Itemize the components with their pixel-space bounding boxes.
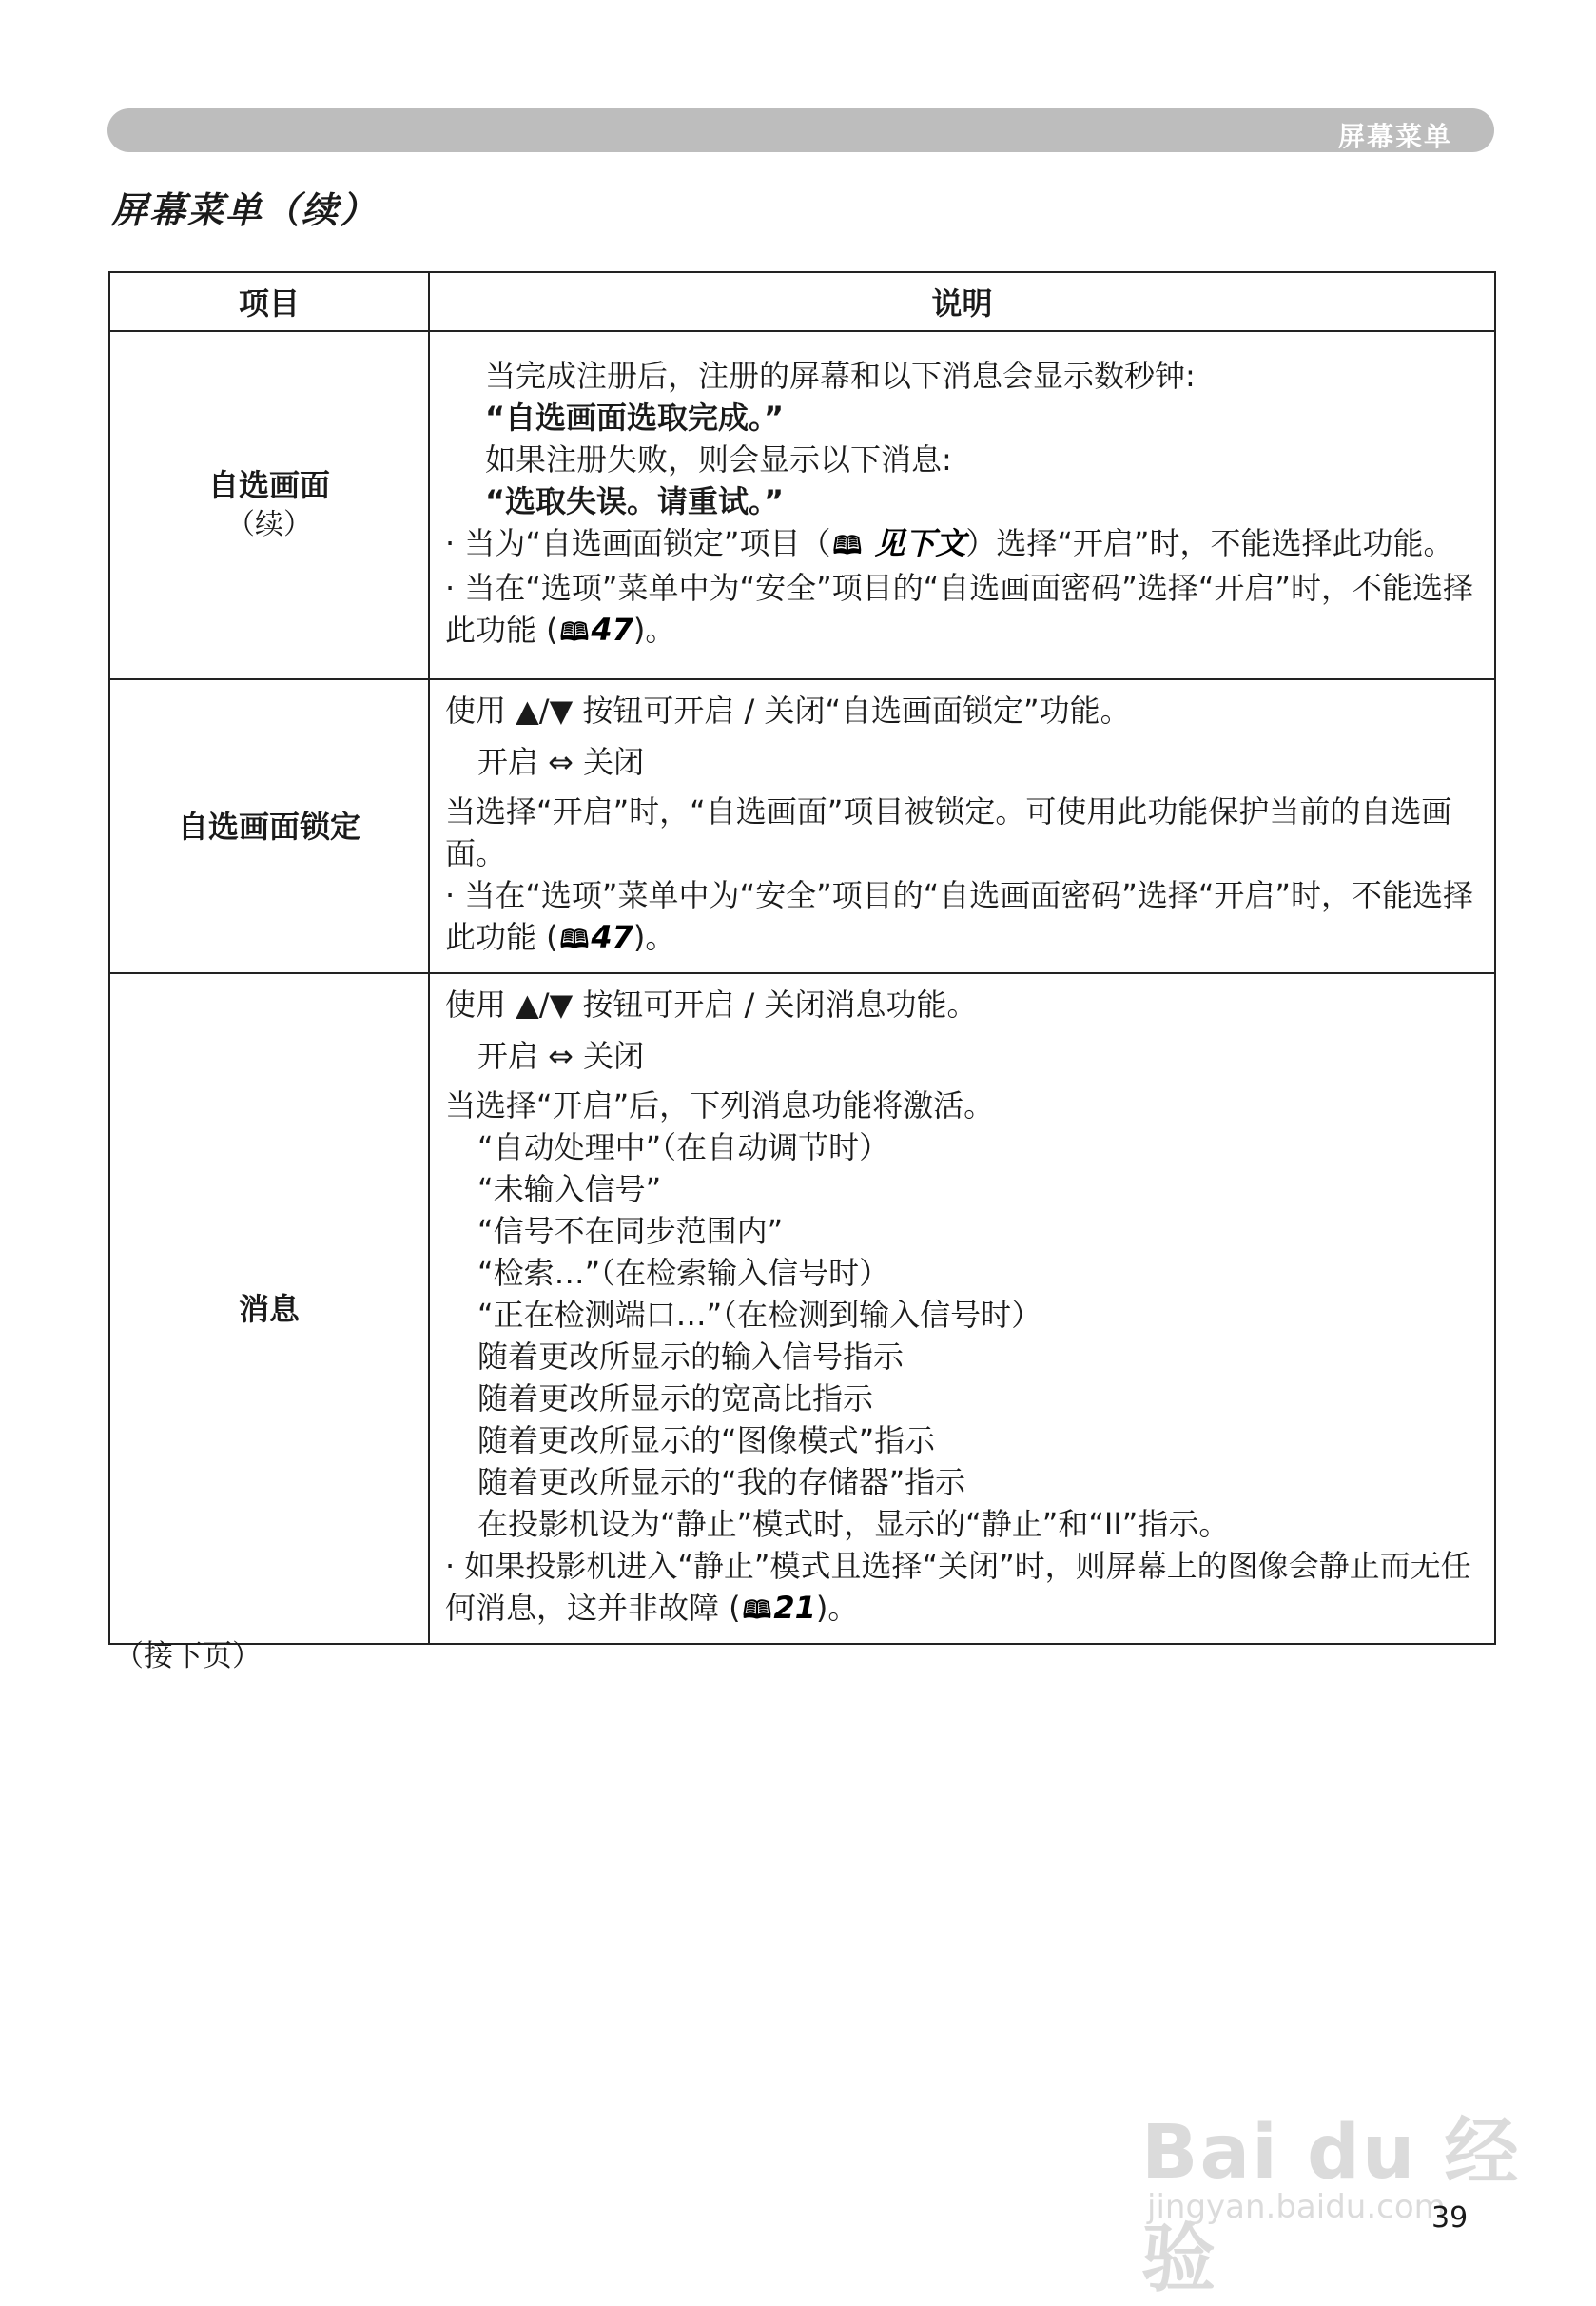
message-list-item: “正在检测端口…”（在检测到输入信号时） xyxy=(477,1297,1042,1333)
reference-page: 21 xyxy=(773,1590,816,1626)
column-header-description: 说明 xyxy=(429,272,1495,331)
note-text: )。 xyxy=(633,919,676,955)
note-line xyxy=(445,567,1479,654)
reference-page: 47 xyxy=(591,919,633,955)
note-line xyxy=(445,1545,1479,1632)
note-text: )。 xyxy=(633,612,676,648)
description-cell xyxy=(429,331,1495,679)
item-subtitle: （续） xyxy=(226,508,312,541)
description-line: 如果注册失败，则会显示以下消息: xyxy=(485,441,952,478)
book-icon: 🕮 xyxy=(559,618,590,647)
note-line xyxy=(445,522,1479,567)
item-name: 自选画面锁定 xyxy=(177,808,360,845)
message-list-item: “未输入信号” xyxy=(477,1171,662,1207)
section-label: 屏幕菜单 xyxy=(1337,121,1452,152)
table-row xyxy=(109,679,1495,973)
note-line xyxy=(445,874,1479,961)
table-row xyxy=(109,331,1495,679)
description-cell xyxy=(429,973,1495,1644)
page-title: 屏幕菜单（续） xyxy=(111,189,379,231)
book-icon: 🕮 xyxy=(832,532,863,560)
reference-text: 见下文 xyxy=(874,525,966,561)
column-header-item: 项目 xyxy=(109,272,429,331)
description-line: 当选择“开启”后，下列消息功能将激活。 xyxy=(445,1087,995,1124)
item-cell xyxy=(109,679,429,973)
message-text: “自选画面选取完成。” xyxy=(485,400,785,436)
menu-table xyxy=(108,271,1496,1645)
continued-note: （接下页） xyxy=(114,1639,262,1673)
note-text: )。 xyxy=(815,1590,859,1626)
toggle-options: 开启 ⇔ 关闭 xyxy=(477,744,645,780)
description-line: 当完成注册后，注册的屏幕和以下消息会显示数秒钟: xyxy=(485,358,1196,394)
item-name: 自选画面 xyxy=(207,467,330,503)
item-cell xyxy=(109,331,429,679)
reference-page: 47 xyxy=(591,612,633,648)
header-bar xyxy=(107,108,1494,152)
page-reference[interactable] xyxy=(558,919,633,955)
item-cell xyxy=(109,973,429,1644)
description-cell xyxy=(429,679,1495,973)
message-list-item: 随着更改所显示的“我的存储器”指示 xyxy=(477,1464,966,1500)
message-list-item: “检索…”（在检索输入信号时） xyxy=(477,1255,890,1291)
note-text: · 当在“选项”菜单中为“安全”项目的“自选画面密码”选择“开启”时，不能选择此功能 ( xyxy=(445,877,1473,955)
watermark-url: jingyan.baidu.com xyxy=(1147,2188,1446,2226)
message-list-item: “自动处理中”（在自动调节时） xyxy=(477,1129,890,1165)
note-text: · 当在“选项”菜单中为“安全”项目的“自选画面密码”选择“开启”时，不能选择此功能 ( xyxy=(445,570,1473,648)
table-header-row xyxy=(109,272,1495,331)
book-icon: 🕮 xyxy=(559,926,590,954)
message-list-item: 在投影机设为“静止”模式时，显示的“静止”和“II”指示。 xyxy=(477,1506,1230,1542)
message-list-item: 随着更改所显示的宽高比指示 xyxy=(477,1380,874,1417)
page-reference[interactable] xyxy=(741,1590,816,1626)
message-text: “选取失误。请重试。” xyxy=(485,483,785,519)
cross-reference[interactable] xyxy=(831,525,966,561)
message-list-item: “信号不在同步范围内” xyxy=(477,1213,784,1249)
page-number: 39 xyxy=(1431,2201,1469,2235)
note-text: · 如果投影机进入“静止”模式且选择“关闭”时，则屏幕上的图像会静止而无任何消息，这并非故障 ( xyxy=(445,1548,1471,1626)
description-line: 使用 ▲/▼ 按钮可开启 / 关闭消息功能。 xyxy=(445,987,978,1023)
message-list-item: 随着更改所显示的输入信号指示 xyxy=(477,1339,905,1375)
description-line: 使用 ▲/▼ 按钮可开启 / 关闭“自选画面锁定”功能。 xyxy=(445,693,1131,729)
note-text: ）选择“开启”时，不能选择此功能。 xyxy=(965,525,1454,561)
item-name: 消息 xyxy=(238,1290,300,1327)
watermark-main: Bai du 经验 xyxy=(1141,2110,1521,2302)
table-row xyxy=(109,973,1495,1644)
description-line: 当选择“开启”时，“自选画面”项目被锁定。可使用此功能保护当前的自选画面。 xyxy=(445,793,1452,871)
book-icon: 🕮 xyxy=(742,1596,772,1625)
note-text: · 当为“自选画面锁定”项目（ xyxy=(445,525,831,561)
page-reference[interactable] xyxy=(558,612,633,648)
toggle-options: 开启 ⇔ 关闭 xyxy=(477,1038,645,1074)
message-list-item: 随着更改所显示的“图像模式”指示 xyxy=(477,1422,936,1458)
